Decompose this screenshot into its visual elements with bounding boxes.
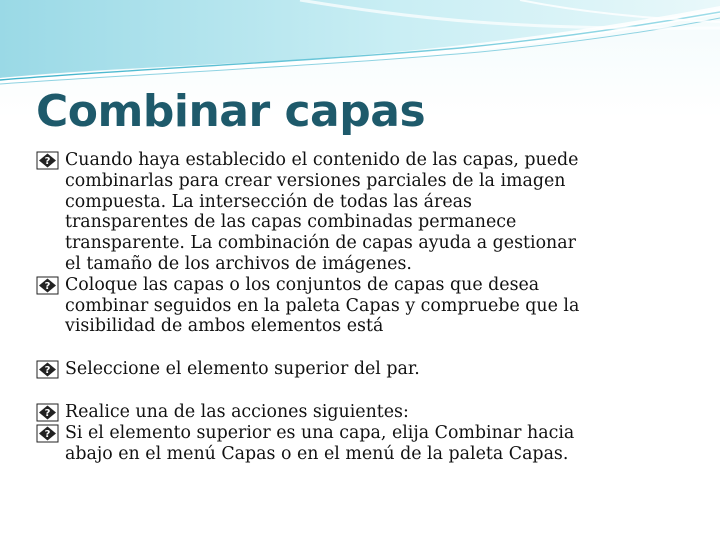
bullet-line: Cuando haya establecido el contenido de las capas, puede	[65, 150, 579, 170]
replacement-character-icon	[36, 360, 59, 379]
bullet-line: Coloque las capas o los conjuntos de capas que desea	[65, 274, 540, 295]
bullet-item	[36, 275, 686, 337]
header-wave-decoration	[0, 0, 720, 90]
bullet-line: transparente. La combinación de capas ayuda a gestionar	[65, 233, 576, 254]
bullet-line: visibilidad de ambos elementos está	[65, 316, 384, 337]
slide-title: Combinar capas	[36, 86, 426, 137]
svg-text:?: ?	[44, 280, 51, 292]
bullet-item	[36, 402, 686, 423]
bullet-item	[36, 150, 686, 275]
svg-text:?: ?	[44, 407, 51, 419]
svg-text:?: ?	[44, 156, 51, 167]
bullet-item	[36, 423, 686, 465]
replacement-character-icon	[36, 151, 59, 170]
bullet-line: compuesta. La intersección de todas las áreas	[65, 191, 472, 212]
bullet-line: Si el elemento superior es una capa, elija Combinar hacia	[65, 422, 575, 443]
bullet-line: abajo en el menú Capas o en el menú de la paleta Capas.	[65, 443, 569, 464]
svg-text:?: ?	[44, 365, 51, 377]
replacement-character-icon	[36, 403, 59, 422]
bullet-line: el tamaño de los archivos de imágenes.	[65, 253, 412, 274]
svg-text:?: ?	[44, 428, 51, 440]
replacement-character-icon	[36, 424, 59, 443]
bullet-line: combinarlas para crear versiones parciales de la imagen	[65, 170, 566, 191]
bullet-line: Seleccione el elemento superior del par.	[65, 359, 420, 380]
bullet-line: combinar seguidos en la paleta Capas y compruebe que la	[65, 295, 580, 316]
replacement-character-icon	[36, 276, 59, 295]
bullet-line: Realice una de las acciones siguientes:	[65, 401, 409, 422]
bullet-item	[36, 359, 686, 380]
bullet-line: transparentes de las capas combinadas permanece	[65, 212, 517, 233]
bullet-list	[36, 150, 686, 464]
